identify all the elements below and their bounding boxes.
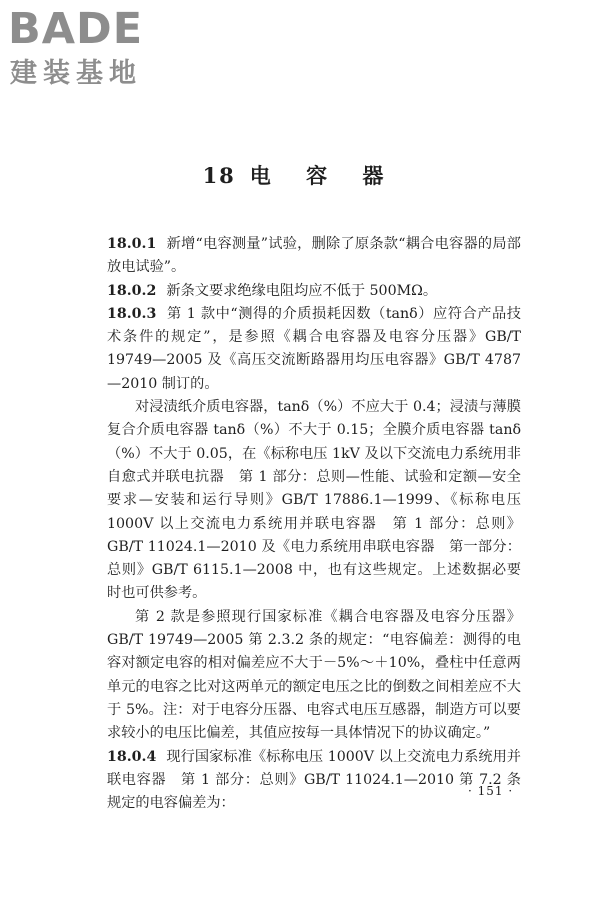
chapter-number: 18 <box>202 163 236 188</box>
clause-18-0-3 <box>107 303 521 396</box>
page-number: · 151 · <box>468 784 514 798</box>
clause-text: 第 1 款中“测得的介质损耗因数（tanδ）应符合产品技术条件的规定”，是参照《耦合电容器及电容分压器》GB/T 19749—2005 及《高压交流断路器用均压电容器》GB/T 4787—2010 制订的。 <box>107 305 521 392</box>
clause-18-0-1 <box>107 233 521 280</box>
paragraph-tan-delta-limits: 对浸渍纸介质电容器，tanδ（%）不应大于 0.4；浸渍与薄膜复合介质电容器 tanδ（%）不大于 0.15；全膜介质电容器 tanδ（%）不大于 0.05，在《标称电压 1kV 及以下交流电力系统用非自愈式并联电抗器 第 1 部分：总则—性能、试验和定额—安全要求—安装和运行导则》GB/T 17886.1—1999、《标称电压 1000V 以上交流电力系统用并联电容器 第 1 部分：总则》GB/T 11024.1—2010 及《电力系统用串联电容器 第一部分：总则》GB/T 6115.1—2008 中，也有这些规定。上述数据必要时也可供参考。 <box>107 399 521 602</box>
clause-number: 18.0.1 <box>107 236 157 252</box>
clause-text: 现行国家标准《标称电压 1000V 以上交流电力系统用并联电容器 第 1 部分：总则》GB/T 11024.1—2010 第 7.2 条规定的电容偏差为： <box>107 748 521 812</box>
body-text <box>107 233 521 815</box>
bade-logo <box>8 6 178 92</box>
chapter-title-text: 电 容 器 <box>249 163 398 188</box>
paragraph-capacitance-deviation: 第 2 款是参照现行国家标准《耦合电容器及电容分压器》GB/T 19749—2005 第 2.3.2 条的规定：“电容偏差：测得的电容对额定电容的相对偏差应不大于－5%～＋10%，叠柱中任意两单元的电容之比对这两单元的额定电压之比的倒数之间相差应不大于 5%。注：对于电容分压器、电容式电压互感器，制造方可以要求较小的电压比偏差，其值应按每一具体情况下的协议确定。” <box>107 608 521 742</box>
logo-subtitle: 建装基地 <box>10 58 142 89</box>
clause-number: 18.0.2 <box>107 282 157 299</box>
clause-text: 新增“电容测量”试验，删除了原条款“耦合电容器的局部放电试验”。 <box>107 236 521 276</box>
logo-wordmark: BADE <box>8 4 144 54</box>
clause-text: 新条文要求绝缘电阻均应不低于 500MΩ。 <box>166 282 438 299</box>
chapter-title <box>0 160 600 190</box>
clause-number: 18.0.3 <box>107 305 157 322</box>
clause-18-0-4 <box>107 746 521 816</box>
clause-18-0-2 <box>107 280 521 303</box>
clause-number: 18.0.4 <box>107 748 157 765</box>
